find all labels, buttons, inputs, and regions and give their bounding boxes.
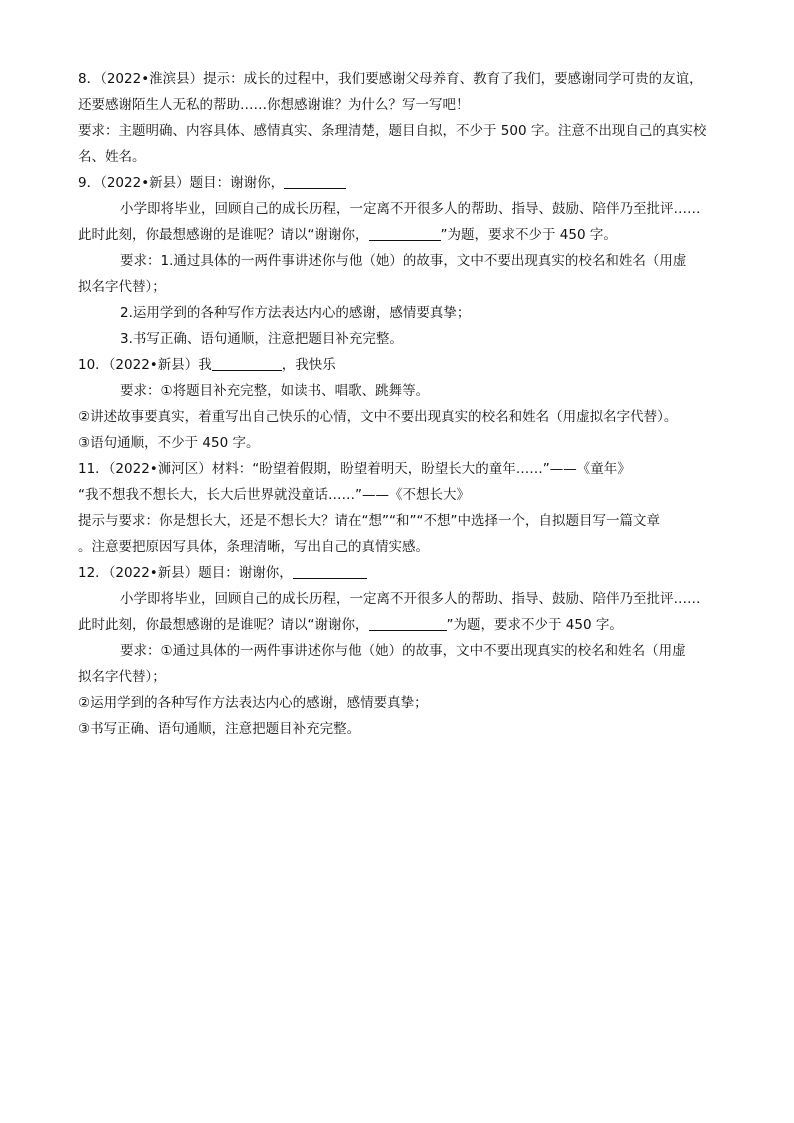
document-page xyxy=(78,66,718,742)
q11-requirement-line-1: 提示与要求：你是想长大，还是不想长大？请在“想”“和”“不想”中选择一个，自拟题目写一篇文章 xyxy=(78,513,660,529)
q10-requirement-2: ②讲述故事要真实，着重写出自己快乐的心情，文中不要出现真实的校名和姓名（用虚拟名字代替）。 xyxy=(78,409,678,425)
q12-title-blank xyxy=(293,562,367,579)
q9-prompt-text-b: ”为题，要求不少于 450 字。 xyxy=(440,227,617,243)
q9-title-text: 9．（2022•新县）题目：谢谢你， xyxy=(78,175,285,191)
q9-requirement-1-cont: 拟名字代替）； xyxy=(78,279,166,295)
q12-requirement-3: ③书写正确、语句通顺，注意把题目补充完整。 xyxy=(78,721,361,737)
q10-requirement-3: ③语句通顺，不少于 450 字。 xyxy=(78,435,260,451)
q10-title-text-b: ，我快乐 xyxy=(281,357,336,373)
q12-prompt-blank xyxy=(369,614,447,631)
q12-prompt-line-2 xyxy=(78,612,718,638)
q10-title-blank xyxy=(212,354,282,371)
q12-title xyxy=(78,560,718,586)
q9-prompt-line-1: 小学即将毕业，回顾自己的成长历程，一定离不开很多人的帮助、指导、鼓励、陪伴乃至批评…… xyxy=(120,201,701,217)
q12-title-text: 12．（2022•新县）题目：谢谢你， xyxy=(78,565,293,581)
q8-requirement-line-2: 名、姓名。 xyxy=(78,149,146,165)
q11-requirement-line-2: 。注意要把原因写具体，条理清晰，写出自己的真情实感。 xyxy=(78,539,429,555)
q11-material-1: 11．（2022•浉河区）材料：“盼望着假期，盼望着明天，盼望长大的童年……”——《童年》 xyxy=(78,461,631,477)
q12-requirement-2: ②运用学到的各种写作方法表达内心的感谢，感情要真挚； xyxy=(78,695,428,711)
q8-line-1: 8．（2022•淮滨县）提示：成长的过程中，我们要感谢父母养育、教育了我们，要感谢同学可贵的友谊， xyxy=(78,71,703,87)
q10-title xyxy=(78,352,718,378)
q12-requirement-1-cont: 拟名字代替）； xyxy=(78,669,166,685)
q9-title-blank xyxy=(284,172,346,189)
q12-prompt-text-a: 此时此刻，你最想感谢的是谁呢？请以“谢谢你， xyxy=(78,617,369,633)
q12-prompt-line-1: 小学即将毕业，回顾自己的成长历程，一定离不开很多人的帮助、指导、鼓励、陪伴乃至批评…… xyxy=(120,591,701,607)
q8-requirement-line-1: 要求：主题明确、内容具体、感情真实、条理清楚，题目自拟，不少于 500 字。注意不出现自己的真实校 xyxy=(78,123,707,139)
q9-requirement-3: 3.书写正确、语句通顺，注意把题目补充完整。 xyxy=(120,331,403,347)
q11-material-2: “我不想我不想长大，长大后世界就没童话……”——《不想长大》 xyxy=(78,487,470,503)
q10-title-text-a: 10．（2022•新县）我 xyxy=(78,357,212,373)
q9-prompt-blank xyxy=(369,224,441,241)
q10-requirement-1: 要求：①将题目补充完整，如读书、唱歌、跳舞等。 xyxy=(120,383,430,399)
q8-line-2: 还要感谢陌生人无私的帮助……你想感谢谁？为什么？写一写吧！ xyxy=(78,97,470,113)
q9-title xyxy=(78,170,718,196)
q9-requirement-1: 要求：1.通过具体的一两件事讲述你与他（她）的故事，文中不要出现真实的校名和姓名（用虚 xyxy=(120,253,687,269)
q9-requirement-2: 2.运用学到的各种写作方法表达内心的感谢，感情要真挚； xyxy=(120,305,471,321)
q9-prompt-line-2 xyxy=(78,222,718,248)
q12-prompt-text-b: ”为题，要求不少于 450 字。 xyxy=(446,617,623,633)
q12-requirement-1: 要求：①通过具体的一两件事讲述你与他（她）的故事，文中不要出现真实的校名和姓名（用虚 xyxy=(120,643,686,659)
q9-prompt-text-a: 此时此刻，你最想感谢的是谁呢？请以“谢谢你， xyxy=(78,227,369,243)
